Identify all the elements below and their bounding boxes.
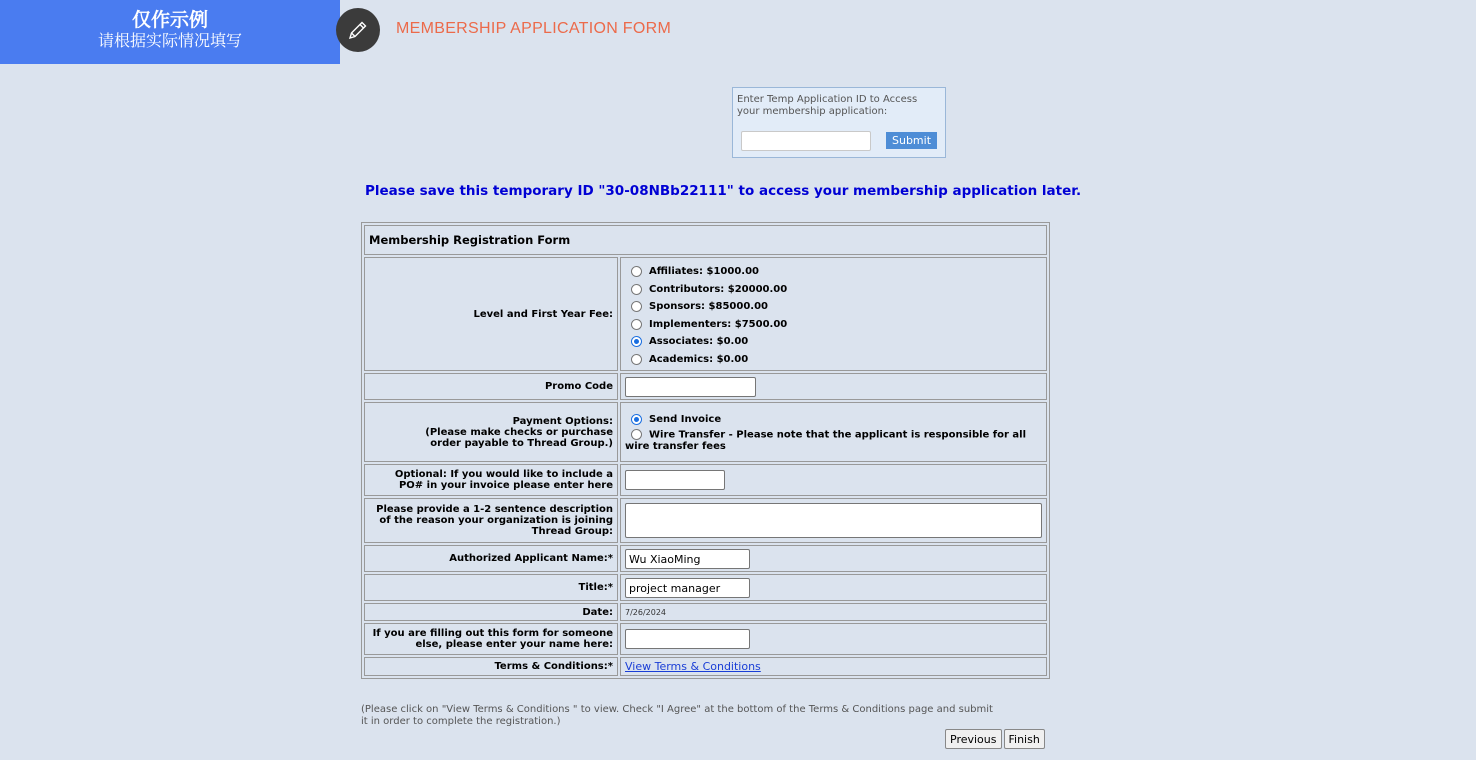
applicant-name-input[interactable]: Wu XiaoMing bbox=[625, 549, 750, 569]
radio-button[interactable] bbox=[631, 429, 642, 440]
level-option-contributors[interactable] bbox=[625, 281, 1042, 299]
banner-title: 仅作示例 bbox=[131, 9, 208, 31]
membership-registration-table bbox=[361, 222, 1050, 679]
promo-code-label: Promo Code bbox=[364, 373, 618, 400]
payment-option-label: Send Invoice bbox=[649, 414, 722, 426]
po-label: Optional: If you would like to include a PO# in your invoice please enter here bbox=[364, 464, 618, 496]
payment-option-label: Wire Transfer - Please note that the applicant is responsible for all wire transfer fees bbox=[625, 429, 1027, 452]
payment-options-label bbox=[364, 402, 618, 462]
applicant-name-label: Authorized Applicant Name:* bbox=[364, 545, 618, 572]
banner-subtitle: 请根据实际情况填写 bbox=[97, 31, 242, 50]
po-cell bbox=[620, 464, 1047, 496]
po-input[interactable] bbox=[625, 470, 725, 490]
someone-else-label: If you are filling out this form for someone else, please enter your name here: bbox=[364, 623, 618, 655]
radio-button-selected[interactable] bbox=[631, 336, 642, 347]
view-terms-link[interactable]: View Terms & Conditions bbox=[625, 660, 761, 673]
form-header: Membership Registration Form bbox=[364, 225, 1047, 255]
date-label: Date: bbox=[364, 603, 618, 621]
temp-id-submit-button[interactable]: Submit bbox=[886, 132, 937, 149]
temp-id-prompt: Enter Temp Application ID to Access your membership application: bbox=[737, 94, 918, 117]
title-cell bbox=[620, 574, 1047, 601]
someone-else-cell bbox=[620, 623, 1047, 655]
level-option-label: Implementers: $7500.00 bbox=[649, 318, 788, 330]
level-option-implementers[interactable] bbox=[625, 316, 1042, 334]
radio-button[interactable] bbox=[631, 301, 642, 312]
promo-code-input[interactable] bbox=[625, 377, 756, 397]
level-option-academics[interactable] bbox=[625, 351, 1042, 369]
payment-options bbox=[620, 402, 1047, 462]
radio-button-selected[interactable] bbox=[631, 414, 642, 425]
temp-id-input[interactable] bbox=[741, 131, 871, 151]
payment-label-title: Payment Options: bbox=[512, 415, 613, 427]
previous-button[interactable]: Previous bbox=[945, 729, 1002, 749]
level-option-label: Associates: $0.00 bbox=[649, 336, 749, 348]
applicant-name-cell bbox=[620, 545, 1047, 572]
payment-option-invoice[interactable] bbox=[625, 411, 1042, 429]
sample-banner bbox=[0, 0, 340, 64]
page-title: MEMBERSHIP APPLICATION FORM bbox=[396, 20, 672, 37]
pencil-icon bbox=[336, 8, 380, 52]
someone-else-input[interactable] bbox=[625, 629, 750, 649]
level-label: Level and First Year Fee: bbox=[364, 257, 618, 371]
radio-button[interactable] bbox=[631, 284, 642, 295]
level-option-sponsors[interactable] bbox=[625, 298, 1042, 316]
promo-code-cell bbox=[620, 373, 1047, 400]
temp-id-access-box bbox=[732, 87, 946, 158]
level-option-label: Sponsors: $85000.00 bbox=[649, 301, 768, 313]
reason-textarea[interactable] bbox=[625, 503, 1042, 538]
reason-cell bbox=[620, 498, 1047, 543]
payment-option-wire[interactable] bbox=[625, 429, 1042, 454]
level-option-label: Affiliates: $1000.00 bbox=[649, 266, 759, 278]
radio-button[interactable] bbox=[631, 354, 642, 365]
nav-buttons bbox=[945, 729, 1045, 749]
date-value: 7/26/2024 bbox=[620, 603, 1047, 621]
reason-label: Please provide a 1-2 sentence description of the reason your organization is joining Thread Group: bbox=[364, 498, 618, 543]
terms-label: Terms & Conditions:* bbox=[364, 657, 618, 676]
payment-label-note: (Please make checks or purchase order payable to Thread Group.) bbox=[425, 426, 613, 449]
level-option-associates[interactable] bbox=[625, 333, 1042, 351]
title-label: Title:* bbox=[364, 574, 618, 601]
temporary-id-notice: Please save this temporary ID "30-08NBb22111" to access your membership application later. bbox=[365, 183, 1082, 199]
radio-button[interactable] bbox=[631, 319, 642, 330]
level-option-label: Contributors: $20000.00 bbox=[649, 283, 788, 295]
level-options bbox=[620, 257, 1047, 371]
level-option-label: Academics: $0.00 bbox=[649, 353, 749, 365]
terms-cell bbox=[620, 657, 1047, 676]
radio-button[interactable] bbox=[631, 266, 642, 277]
level-option-affiliates[interactable] bbox=[625, 263, 1042, 281]
finish-button[interactable]: Finish bbox=[1004, 729, 1045, 749]
title-input[interactable]: project manager bbox=[625, 578, 750, 598]
terms-footnote: (Please click on "View Terms & Conditions " to view. Check "I Agree" at the bottom of the Terms & Conditions page and submit it in order to complete the registration.) bbox=[361, 704, 993, 727]
